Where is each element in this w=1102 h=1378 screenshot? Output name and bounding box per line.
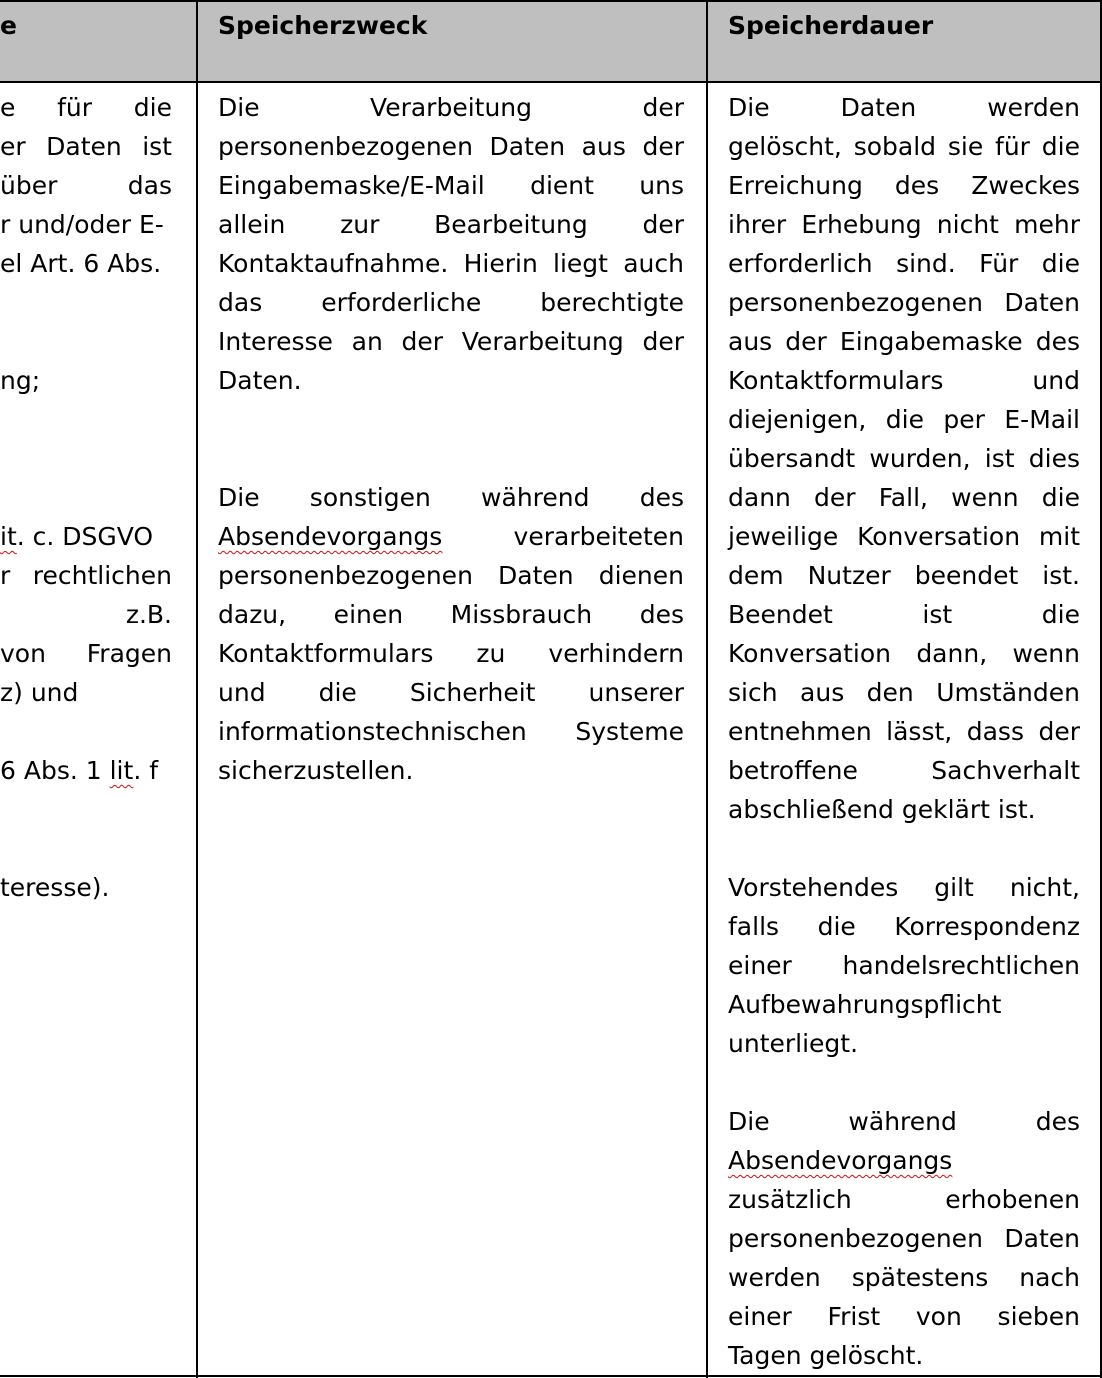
speicherdauer-line: Vorstehendes gilt nicht, bbox=[728, 873, 1080, 902]
col1-line: von Fragen bbox=[0, 639, 172, 668]
speicherdauer-line: Konversation dann, wenn bbox=[728, 639, 1080, 668]
speicherdauer-line: ihrer Erhebung nicht mehr bbox=[728, 210, 1080, 239]
speicherzweck-line: Interesse an der Verarbeitung der bbox=[218, 327, 684, 356]
speicherzweck-line: personenbezogenen Daten aus der bbox=[218, 132, 684, 161]
col1-cell bbox=[0, 88, 172, 907]
speicherdauer-line: betroffene Sachverhalt bbox=[728, 756, 1080, 785]
speicherzweck-line: sicherzustellen. bbox=[218, 756, 414, 785]
col1-line: e für die bbox=[0, 93, 172, 122]
col1-line: er Daten ist bbox=[0, 132, 172, 161]
speicherzweck-line: das erforderliche berechtigte bbox=[218, 288, 684, 317]
table-header-row bbox=[0, 0, 1102, 81]
speicherdauer-line: gelöscht, sobald sie für die bbox=[728, 132, 1080, 161]
column-divider-1 bbox=[196, 0, 198, 1378]
speicherdauer-line: einer Frist von sieben bbox=[728, 1302, 1080, 1331]
speicherzweck-line: informationstechnischen Systeme bbox=[218, 717, 684, 746]
speicherdauer-line: entnehmen lässt, dass der bbox=[728, 717, 1080, 746]
speicherdauer-line: Beendet ist die bbox=[728, 600, 1080, 629]
speicherzweck-line: Kontaktformulars zu verhindern bbox=[218, 639, 684, 668]
speicherdauer-line: erforderlich sind. Für die bbox=[728, 249, 1080, 278]
col1-line: r rechtlichen bbox=[0, 561, 172, 590]
speicherzweck-line: dazu, einen Missbrauch des bbox=[218, 600, 684, 629]
speicherdauer-line: zusätzlich erhobenen bbox=[728, 1185, 1080, 1214]
speicherdauer-line: jeweilige Konversation mit bbox=[728, 522, 1080, 551]
speicherdauer-line: unterliegt. bbox=[728, 1029, 859, 1058]
speicherdauer-line: sich aus den Umständen bbox=[728, 678, 1080, 707]
speicherzweck-line: Kontaktaufnahme. Hierin liegt auch bbox=[218, 249, 684, 278]
speicherdauer-line: diejenigen, die per E-Mail bbox=[728, 405, 1080, 434]
speicherdauer-line: Kontaktformulars und bbox=[728, 366, 1080, 395]
col1-line: it. c. DSGVO bbox=[0, 522, 154, 551]
col1-line: 6 Abs. 1 lit. f bbox=[0, 756, 159, 785]
speicherdauer-line: dem Nutzer beendet ist. bbox=[728, 561, 1080, 590]
header-speicherzweck: Speicherzweck bbox=[218, 11, 428, 40]
speicherzweck-line: personenbezogenen Daten dienen bbox=[218, 561, 684, 590]
col1-line: z.B. bbox=[125, 600, 172, 629]
speicherdauer-line: dann der Fall, wenn die bbox=[728, 483, 1080, 512]
speicherzweck-line: Absendevorgangs verarbeiteten bbox=[218, 522, 684, 551]
col1-line: über das bbox=[0, 171, 172, 200]
speicherdauer-line: personenbezogenen Daten bbox=[728, 1224, 1080, 1253]
table-top-border bbox=[0, 0, 1102, 2]
header-bottom-border bbox=[0, 81, 1102, 83]
speicherdauer-line: Die während des bbox=[728, 1107, 1080, 1136]
col1-line: ng; bbox=[0, 366, 41, 395]
speicherzweck-line: Die Verarbeitung der bbox=[218, 93, 684, 122]
speicherdauer-cell bbox=[728, 88, 1080, 1375]
header-col1-partial: e bbox=[0, 11, 17, 40]
speicherzweck-line: allein zur Bearbeitung der bbox=[218, 210, 684, 239]
speicherdauer-line: Tagen gelöscht. bbox=[728, 1341, 924, 1370]
table-bottom-border bbox=[0, 1375, 1102, 1377]
column-divider-2 bbox=[706, 0, 708, 1378]
speicherdauer-line: Aufbewahrungspflicht bbox=[728, 990, 1002, 1019]
col1-line: el Art. 6 Abs. bbox=[0, 249, 162, 278]
speicherdauer-line: werden spätestens nach bbox=[728, 1263, 1080, 1292]
speicherdauer-line: abschließend geklärt ist. bbox=[728, 795, 1036, 824]
speicherdauer-line: übersandt wurden, ist dies bbox=[728, 444, 1080, 473]
speicherzweck-line: Die sonstigen während des bbox=[218, 483, 684, 512]
col1-line: r und/oder E- bbox=[0, 210, 164, 239]
speicherdauer-line: Erreichung des Zweckes bbox=[728, 171, 1080, 200]
speicherdauer-line: personenbezogenen Daten bbox=[728, 288, 1080, 317]
speicherzweck-line: und die Sicherheit unserer bbox=[218, 678, 684, 707]
col1-line: teresse). bbox=[0, 873, 110, 902]
speicherdauer-line: Absendevorgangs bbox=[728, 1146, 953, 1175]
speicherdauer-line: aus der Eingabemaske des bbox=[728, 327, 1080, 356]
speicherzweck-line: Daten. bbox=[218, 366, 302, 395]
header-speicherdauer: Speicherdauer bbox=[728, 11, 934, 40]
speicherdauer-line: falls die Korrespondenz bbox=[728, 912, 1080, 941]
speicherdauer-line: Die Daten werden bbox=[728, 93, 1080, 122]
col1-line: z) und bbox=[0, 678, 79, 707]
speicherzweck-cell bbox=[218, 88, 684, 790]
speicherdauer-line: einer handelsrechtlichen bbox=[728, 951, 1080, 980]
speicherzweck-line: Eingabemaske/E-Mail dient uns bbox=[218, 171, 684, 200]
